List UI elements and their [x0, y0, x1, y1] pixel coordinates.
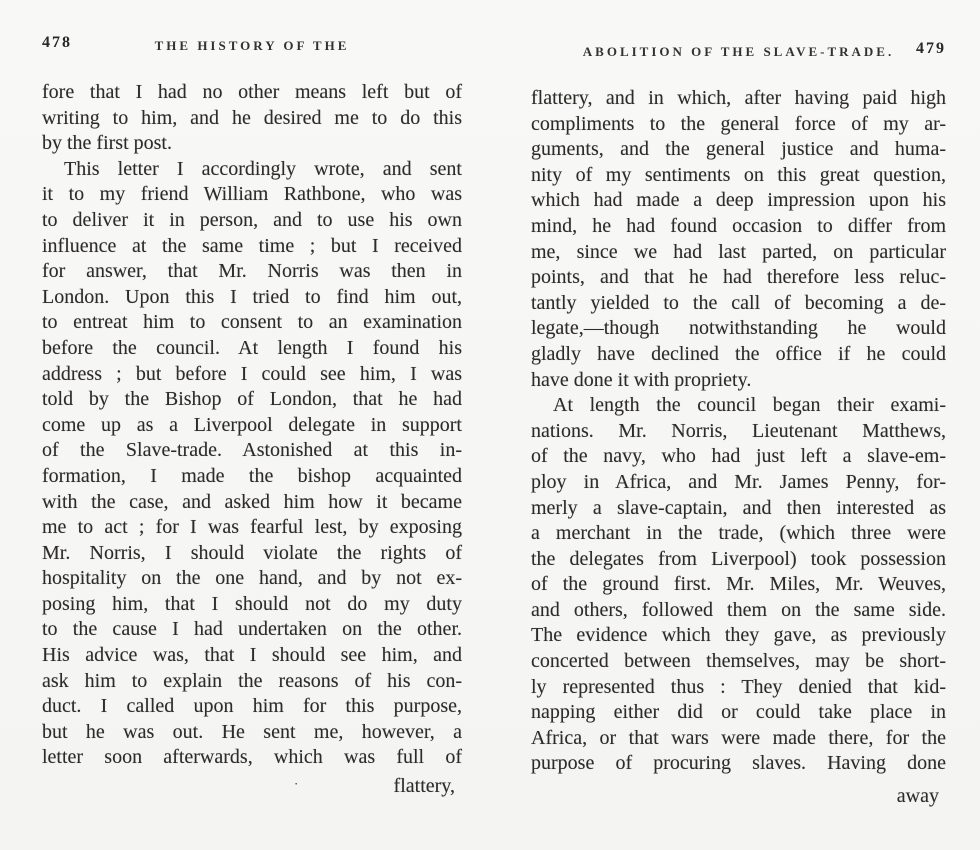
text-line: of the Slave-trade. Astonished at this in-: [42, 439, 462, 462]
text-line: hospitality on the one hand, and by not ex-: [42, 567, 462, 590]
text-line: influence at the same time ; but I received: [42, 234, 462, 257]
text-line: of the ground first. Mr. Miles, Mr. Weuves,: [531, 573, 946, 596]
text-line: At length the council began their exami-: [553, 394, 946, 417]
text-line: letter soon afterwards, which was full of: [42, 746, 462, 769]
text-line: which had made a deep impression upon his: [531, 189, 946, 212]
text-line: before the council. At length I found his: [42, 336, 462, 359]
text-line: points, and that he had therefore less reluc-: [531, 266, 946, 289]
text-line: Mr. Norris, I should violate the rights of: [42, 541, 462, 564]
text-line: fore that I had no other means left but of: [42, 81, 462, 103]
text-line: compliments to the general force of my ar-: [531, 112, 946, 135]
text-line: His advice was, that I should see him, and: [42, 644, 462, 667]
text-line: address ; but before I could see him, I was: [42, 362, 462, 385]
text-line: ly represented thus : They denied that kid-: [531, 675, 946, 698]
page-right: [531, 40, 946, 809]
catchword-left-text: flattery,: [393, 775, 455, 798]
text-line: legate,—though notwithstanding he would: [531, 317, 946, 340]
running-head-left: [42, 34, 462, 58]
page-number-left: 478: [42, 34, 72, 51]
text-line: a merchant in the trade, (which three were: [531, 522, 946, 545]
text-line: nity of my sentiments on this great question,: [531, 163, 946, 186]
text-line: ask him to explain the reasons of his con-: [42, 669, 462, 692]
catchword-left: [42, 773, 462, 799]
text-line: come up as a Liverpool delegate in support: [42, 413, 462, 436]
text-line: but he was out. He sent me, however, a: [42, 720, 462, 743]
text-line: formation, I made the bishop acquainted: [42, 464, 462, 487]
text-line: This letter I accordingly wrote, and sent: [64, 157, 462, 180]
page-body-right: [531, 86, 946, 777]
text-line: purpose of procuring slaves. Having done: [531, 752, 946, 775]
text-line: flattery, and in which, after having paid high: [531, 87, 946, 109]
text-line: Africa, or that wars were made there, for the: [531, 726, 946, 749]
text-line: gladly have declined the office if he could: [531, 342, 946, 365]
text-line: with the case, and asked him how it became: [42, 490, 462, 513]
running-title-left: THE HISTORY OF THE: [154, 38, 350, 53]
text-line: mind, he had found occasion to differ from: [531, 214, 946, 237]
text-line: have done it with propriety.: [531, 368, 752, 391]
catchword-right-text: away: [896, 785, 939, 808]
text-line: by the first post.: [42, 132, 172, 155]
text-line: for answer, that Mr. Norris was then in: [42, 260, 462, 283]
text-line: me to act ; for I was fearful lest, by exposing: [42, 516, 462, 539]
text-line: napping either did or could take place in: [531, 701, 946, 724]
text-line: ploy in Africa, and Mr. James Penny, for-: [531, 470, 946, 493]
text-line: duct. I called upon him for this purpose,: [42, 695, 462, 718]
text-line: concerted between themselves, may be short-: [531, 650, 946, 673]
catchword-right: [531, 783, 946, 809]
text-line: nations. Mr. Norris, Lieutenant Matthews,: [531, 419, 946, 442]
text-line: the delegates from Liverpool) took possession: [531, 547, 946, 570]
text-line: merly a slave-captain, and then interested as: [531, 496, 946, 519]
text-line: writing to him, and he desired me to do this: [42, 106, 462, 129]
text-line: to entreat him to consent to an examination: [42, 311, 462, 334]
text-line: posing him, that I should not do my duty: [42, 592, 462, 615]
text-line: London. Upon this I tried to find him out,: [42, 285, 462, 308]
page-body-left: [42, 80, 462, 771]
text-line: and others, followed them on the same side.: [531, 598, 946, 621]
page-left: [42, 34, 462, 799]
text-line: guments, and the general justice and huma-: [531, 138, 946, 161]
text-line: told by the Bishop of London, that he had: [42, 388, 462, 411]
page-number-right: 479: [916, 40, 946, 57]
text-line: of the navy, who had just left a slave-em-: [531, 445, 946, 468]
text-line: it to my friend William Rathbone, who was: [42, 183, 462, 206]
text-line: to deliver it in person, and to use his own: [42, 208, 462, 231]
text-line: The evidence which they gave, as previously: [531, 624, 946, 647]
running-head-right: [531, 40, 946, 64]
text-line: tantly yielded to the call of becoming a de-: [531, 291, 946, 314]
text-line: to the cause I had undertaken on the other.: [42, 618, 462, 641]
running-title-right: ABOLITION OF THE SLAVE-TRADE.: [582, 44, 895, 59]
text-line: me, since we had last parted, on particular: [531, 240, 946, 263]
